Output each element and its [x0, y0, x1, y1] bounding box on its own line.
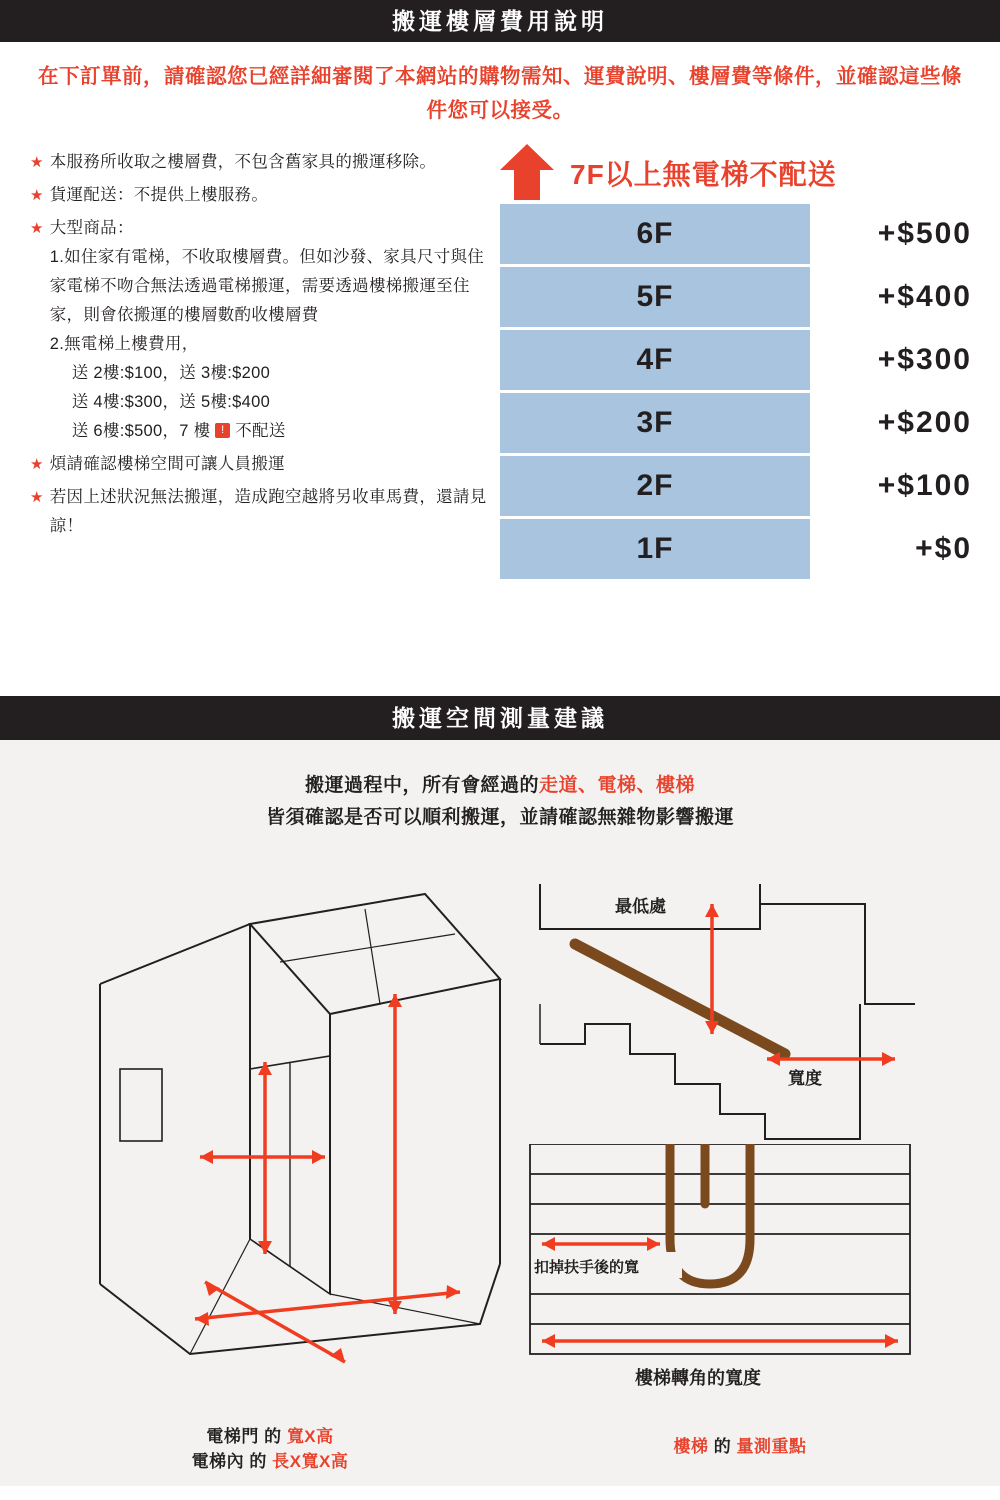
big-item-label: 大型商品：: [49, 219, 134, 237]
section-title-fees: 搬運樓層費用說明: [0, 0, 1000, 42]
fee-line-7f-suffix: 不配送: [235, 422, 286, 440]
fee-bullet-list: [30, 148, 500, 545]
measure-content: [0, 740, 1000, 1486]
bullet-text: 貨運配送：不提供上樓服務。: [49, 186, 269, 204]
bullet-text: 煩請確認樓梯空間可讓人員搬運: [49, 455, 285, 473]
floor-label: 6F: [500, 204, 810, 264]
elevator-of-1: 的: [264, 1427, 282, 1446]
list-item: [30, 483, 500, 541]
floor-label: 3F: [500, 393, 810, 453]
stairs-side-diagram: [520, 884, 920, 1144]
floor-fee-chart: [500, 142, 980, 582]
measure-line-1: [0, 770, 1000, 802]
table-row: [500, 393, 980, 453]
warning-icon: !: [215, 423, 230, 438]
big-item-rule-1: 1.如住家有電梯，不收取樓層費。但如沙發、家具尺寸與住家電梯不吻合無法透過電梯搬運，需要透過樓梯搬運至住家，則會依搬運的樓層數酌收樓層費: [49, 248, 485, 324]
elevator-caption: [60, 1424, 480, 1474]
big-item-rule-2: 2.無電梯上樓費用，: [49, 335, 199, 353]
list-item: [30, 181, 500, 210]
elevator-door-dims: 寬X高: [286, 1427, 334, 1446]
floor-label: 5F: [500, 267, 810, 327]
lowest-point-label-text: 最低處: [615, 897, 666, 916]
list-item: [30, 214, 500, 446]
table-row: [500, 456, 980, 516]
star-icon: ★: [30, 187, 44, 204]
elevator-caption-line-1: [60, 1424, 480, 1449]
fee-line-7f: [72, 417, 500, 446]
width-label-text: 寬度: [788, 1069, 822, 1088]
list-item: [30, 148, 500, 177]
stairs-caption: [540, 1434, 940, 1459]
stairs-of: 的: [713, 1437, 732, 1456]
fees-content: [0, 134, 1000, 694]
floor-label: 4F: [500, 330, 810, 390]
diagram-area: [0, 834, 1000, 1471]
floor-price: +$300: [877, 343, 972, 376]
elevator-inner-dims: 長X寬X高: [272, 1452, 349, 1471]
bullet-text: 本服務所收取之樓層費，不包含舊家具的搬運移除。: [49, 153, 437, 171]
no-delivery-row: [500, 142, 980, 204]
star-icon: ★: [30, 456, 44, 473]
star-icon: ★: [30, 154, 44, 171]
floor-label: 1F: [500, 519, 810, 579]
handrail-width-label-text: 扣掉扶手後的寬: [534, 1259, 640, 1276]
elevator-of-2: 的: [249, 1452, 267, 1471]
floor-price: +$500: [877, 217, 972, 250]
stairs-label: 樓梯: [673, 1437, 709, 1456]
floor-price: +$0: [915, 532, 972, 565]
floor-price: +$400: [877, 280, 972, 313]
elevator-door-label: 電梯門: [206, 1427, 259, 1446]
fee-line: 送 2樓:$100，送 3樓:$200: [71, 364, 271, 382]
list-item: [30, 450, 500, 479]
intro-paragraph: 在下訂單前，請確認您已經詳細審閱了本網站的購物需知、運費說明、樓層費等條件，並確認這些條件您可以接受。: [38, 65, 962, 122]
floor-price: +$200: [877, 406, 972, 439]
measure-line-1-prefix: 搬運過程中，所有會經過的: [304, 775, 539, 796]
measure-line-1-highlight: 走道、電梯、樓梯: [539, 775, 696, 796]
floor-price: +$100: [877, 469, 972, 502]
floor-label: 2F: [500, 456, 810, 516]
arrow-up-icon: [500, 144, 570, 202]
corner-width-label-text: 樓梯轉角的寬度: [635, 1368, 761, 1388]
bullet-text: 若因上述狀況無法搬運，造成跑空越將另收車馬費，還請見諒！: [49, 488, 487, 535]
table-row: [500, 204, 980, 264]
elevator-caption-line-2: [60, 1449, 480, 1474]
measure-line-2: 皆須確認是否可以順利搬運，並請確認無雜物影響搬運: [265, 807, 734, 828]
stairs-measure-points: 量測重點: [736, 1437, 807, 1456]
star-icon: ★: [30, 220, 44, 237]
measure-instructions: [0, 740, 1000, 834]
table-row: [500, 519, 980, 579]
fee-line-7f-prefix: 送 6樓:$500，7 樓: [71, 422, 211, 440]
elevator-inner-label: 電梯內: [191, 1452, 245, 1471]
star-icon: ★: [30, 489, 44, 506]
table-row: [500, 330, 980, 390]
no-delivery-note: 7F以上無電梯不配送: [570, 159, 837, 190]
table-row: [500, 267, 980, 327]
elevator-diagram: [80, 884, 520, 1404]
fee-line: 送 4樓:$300，送 5樓:$400: [71, 393, 271, 411]
section-title-measure: 搬運空間測量建議: [0, 696, 1000, 740]
bullet-group: [50, 214, 500, 446]
